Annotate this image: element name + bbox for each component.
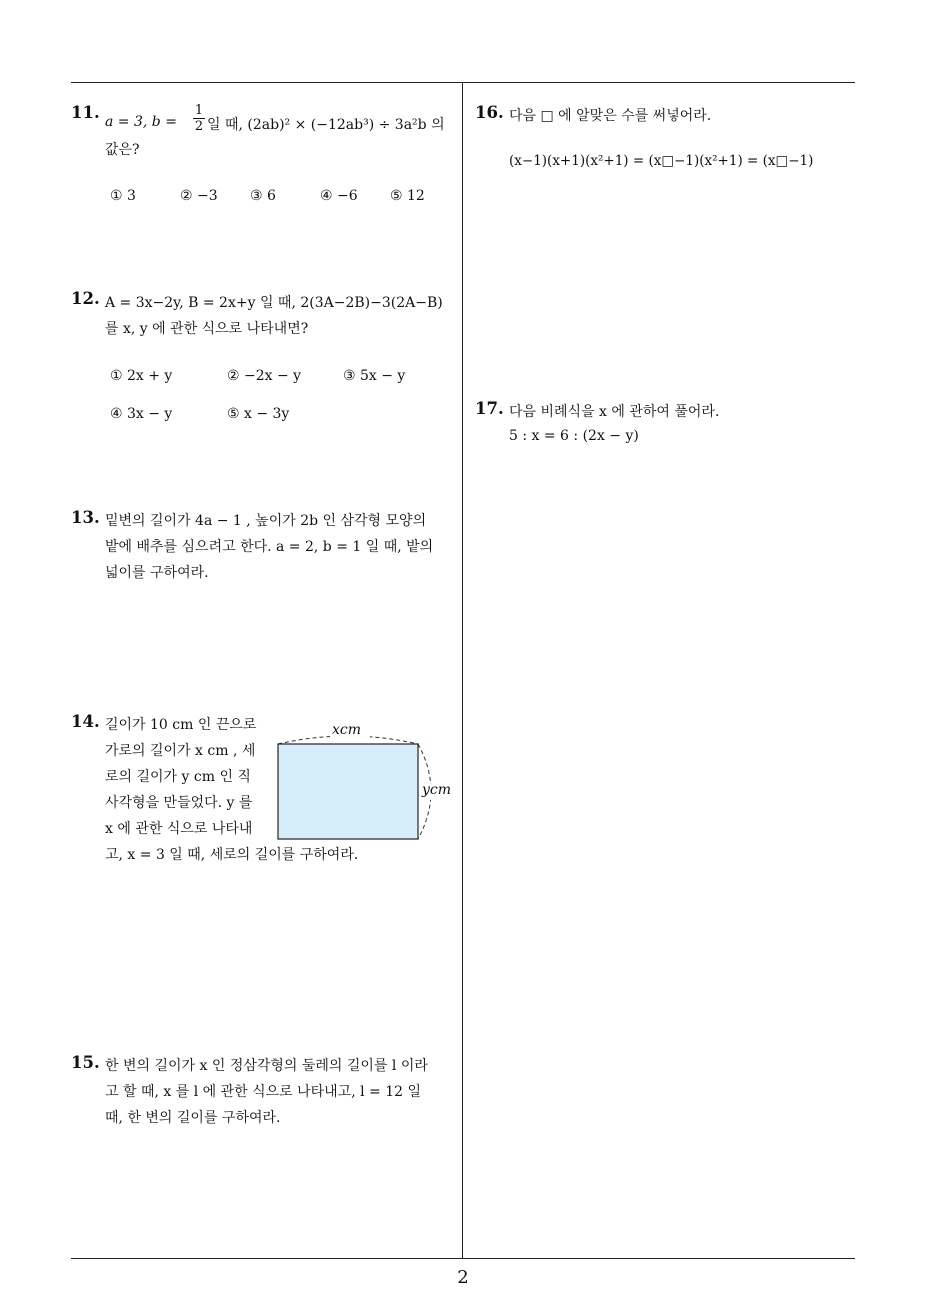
option-2: ② −3 — [180, 188, 218, 204]
q15-line3: 때, 한 변의 길이를 구하여라. — [105, 1110, 281, 1126]
q16-line1: 다음 □ 에 알맞은 수를 써넣어라. — [509, 108, 712, 124]
q15-line1: 한 변의 길이가 x 인 정삼각형의 둘레의 길이를 l 이라 — [105, 1058, 428, 1074]
q12-line2: 를 x, y 에 관한 식으로 나타내면? — [105, 321, 309, 337]
q14-line2: 가로의 길이가 x cm , 세 — [105, 743, 256, 759]
q11-fraction — [193, 103, 205, 134]
q14-line4: 사각형을 만들었다. y 를 — [105, 795, 253, 811]
q13-line2: 밭에 배추를 심으려고 한다. a = 2, b = 1 일 때, 밭의 — [105, 539, 434, 555]
option-3: ③ 5x − y — [343, 368, 406, 384]
fraction-numerator: 1 — [194, 103, 204, 118]
option-5: ⑤ 12 — [390, 188, 425, 204]
option-5: ⑤ x − 3y — [227, 406, 290, 422]
q11-line2: 값은? — [105, 142, 140, 158]
q16-equation: (x−1)(x+1)(x²+1) = (x□−1)(x²+1) = (x□−1) — [509, 153, 814, 169]
question-number: 13. — [71, 508, 100, 527]
question-number: 16. — [475, 103, 504, 122]
fraction-denominator: 2 — [194, 119, 204, 134]
option-1: ① 2x + y — [110, 368, 173, 384]
question-number: 15. — [71, 1053, 100, 1072]
q14-line6: 고, x = 3 일 때, 세로의 길이를 구하여라. — [105, 847, 359, 863]
option-1: ① 3 — [110, 188, 136, 204]
q17-line2: 5 : x = 6 : (2x − y) — [509, 428, 639, 444]
q12-line1: A = 3x−2y, B = 2x+y 일 때, 2(3A−2B)−3(2A−B) — [105, 295, 443, 311]
q13-line3: 넓이를 구하여라. — [105, 565, 209, 581]
top-rule — [71, 82, 855, 83]
q14-line1: 길이가 10 cm 인 끈으로 — [105, 717, 257, 733]
page-number: 2 — [457, 1267, 469, 1288]
question-number: 14. — [71, 712, 100, 731]
option-2: ② −2x − y — [227, 368, 302, 384]
q14-line5: x 에 관한 식으로 나타내 — [105, 821, 253, 837]
q15-line2: 고 할 때, x 를 l 에 관한 식으로 나타내고, l = 12 일 — [105, 1084, 422, 1100]
rectangle-shape — [278, 744, 418, 839]
question-number: 17. — [475, 399, 504, 418]
bottom-rule — [71, 1258, 855, 1259]
fig-top-label: xcm — [332, 722, 362, 738]
question-number: 12. — [71, 289, 100, 308]
option-3: ③ 6 — [250, 188, 276, 204]
q11-line1-post: 일 때, (2ab)² × (−12ab³) ÷ 3a²b 의 — [207, 117, 445, 133]
q11-line1-pre: a = 3, b = — [105, 114, 177, 130]
q17-line1: 다음 비례식을 x 에 관하여 풀어라. — [509, 404, 720, 420]
q13-line1: 밑변의 길이가 4a − 1 , 높이가 2b 인 삼각형 모양의 — [105, 513, 427, 529]
q14-line3: 로의 길이가 y cm 인 직 — [105, 769, 251, 785]
fig-side-label: ycm — [422, 782, 452, 798]
question-number: 11. — [71, 103, 100, 122]
option-4: ④ 3x − y — [110, 406, 173, 422]
column-divider — [462, 82, 463, 1258]
option-4: ④ −6 — [320, 188, 358, 204]
